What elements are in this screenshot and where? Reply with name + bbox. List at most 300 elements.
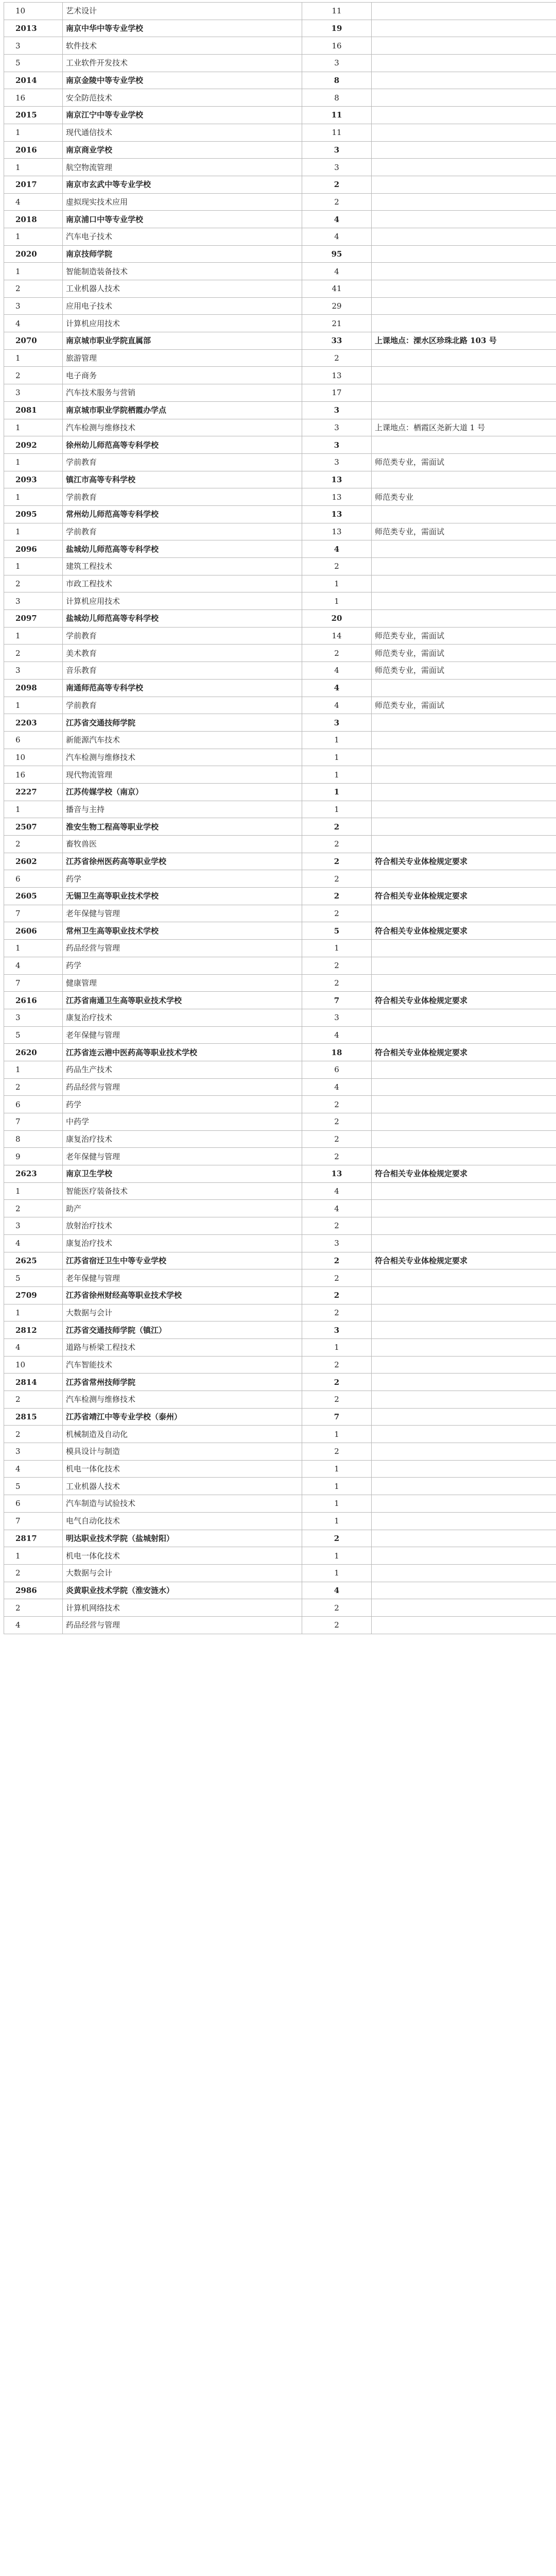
count-cell: 4 xyxy=(302,679,372,697)
count-cell: 7 xyxy=(302,992,372,1009)
major-row xyxy=(4,228,556,245)
note-cell xyxy=(372,1026,556,1044)
count-cell: 2 xyxy=(302,1356,372,1374)
note-cell xyxy=(372,1321,556,1339)
major-row xyxy=(4,974,556,992)
code-cell: 6 xyxy=(4,731,63,749)
major-row xyxy=(4,280,556,298)
count-cell: 3 xyxy=(302,419,372,436)
count-cell: 1 xyxy=(302,1460,372,1478)
major-row xyxy=(4,1547,556,1565)
code-cell: 2 xyxy=(4,1599,63,1617)
count-cell: 4 xyxy=(302,540,372,558)
major-row xyxy=(4,453,556,471)
note-cell xyxy=(372,714,556,732)
note-cell: 符合相关专业体检规定要求 xyxy=(372,1044,556,1061)
name-cell: 旅游管理 xyxy=(63,349,302,367)
count-cell: 14 xyxy=(302,627,372,645)
count-cell: 29 xyxy=(302,297,372,315)
note-cell xyxy=(372,367,556,384)
name-cell: 机械制造及自动化 xyxy=(63,1426,302,1443)
count-cell: 13 xyxy=(302,488,372,506)
major-row xyxy=(4,1148,556,1165)
count-cell: 2 xyxy=(302,957,372,974)
code-cell: 2812 xyxy=(4,1321,63,1339)
count-cell: 4 xyxy=(302,1026,372,1044)
name-cell: 江苏省常州技师学院 xyxy=(63,1374,302,1391)
note-cell: 师范类专业，需面试 xyxy=(372,627,556,645)
count-cell: 2 xyxy=(302,1443,372,1461)
major-row xyxy=(4,957,556,974)
note-cell xyxy=(372,228,556,245)
code-cell: 4 xyxy=(4,1234,63,1252)
major-row xyxy=(4,1200,556,1217)
name-cell: 汽车技术服务与营销 xyxy=(63,384,302,402)
note-cell xyxy=(372,55,556,72)
major-row xyxy=(4,575,556,592)
code-cell: 2015 xyxy=(4,107,63,124)
code-cell: 2016 xyxy=(4,141,63,159)
major-row xyxy=(4,592,556,610)
count-cell: 4 xyxy=(302,263,372,280)
note-cell xyxy=(372,575,556,592)
note-cell xyxy=(372,1374,556,1391)
code-cell: 2097 xyxy=(4,610,63,628)
code-cell: 2605 xyxy=(4,888,63,905)
note-cell: 师范类专业 xyxy=(372,488,556,506)
count-cell: 2 xyxy=(302,1252,372,1269)
code-cell: 2096 xyxy=(4,540,63,558)
major-row xyxy=(4,1130,556,1148)
count-cell: 11 xyxy=(302,107,372,124)
code-cell: 2 xyxy=(4,1564,63,1582)
name-cell: 汽车检测与维修技术 xyxy=(63,419,302,436)
note-cell xyxy=(372,801,556,818)
name-cell: 药品经营与管理 xyxy=(63,1616,302,1634)
note-cell xyxy=(372,1547,556,1565)
note-cell: 师范类专业，需面试 xyxy=(372,662,556,680)
name-cell: 建筑工程技术 xyxy=(63,558,302,575)
note-cell xyxy=(372,749,556,766)
name-cell: 药学 xyxy=(63,1096,302,1113)
note-cell xyxy=(372,1356,556,1374)
note-cell xyxy=(372,3,556,20)
name-cell: 电子商务 xyxy=(63,367,302,384)
name-cell: 音乐教育 xyxy=(63,662,302,680)
count-cell: 13 xyxy=(302,505,372,523)
major-row xyxy=(4,1026,556,1044)
name-cell: 老年保健与管理 xyxy=(63,1026,302,1044)
note-cell xyxy=(372,436,556,454)
note-cell xyxy=(372,592,556,610)
code-cell: 2070 xyxy=(4,332,63,350)
code-cell: 10 xyxy=(4,749,63,766)
major-row xyxy=(4,159,556,176)
count-cell: 3 xyxy=(302,1321,372,1339)
name-cell: 南京卫生学校 xyxy=(63,1165,302,1183)
count-cell: 8 xyxy=(302,72,372,89)
name-cell: 南京金陵中等专业学校 xyxy=(63,72,302,89)
name-cell: 应用电子技术 xyxy=(63,297,302,315)
major-row xyxy=(4,367,556,384)
count-cell: 1 xyxy=(302,731,372,749)
school-row xyxy=(4,1252,556,1269)
code-cell: 1 xyxy=(4,558,63,575)
code-cell: 1 xyxy=(4,523,63,540)
note-cell xyxy=(372,141,556,159)
code-cell: 2620 xyxy=(4,1044,63,1061)
count-cell: 4 xyxy=(302,211,372,228)
count-cell: 2 xyxy=(302,1304,372,1321)
school-row xyxy=(4,992,556,1009)
major-row xyxy=(4,1356,556,1374)
note-cell: 上课地点：栖霞区尧新大道 1 号 xyxy=(372,419,556,436)
code-cell: 1 xyxy=(4,940,63,957)
school-row xyxy=(4,818,556,836)
school-row xyxy=(4,1286,556,1304)
code-cell: 1 xyxy=(4,419,63,436)
name-cell: 徐州幼儿师范高等专科学校 xyxy=(63,436,302,454)
name-cell: 机电一体化技术 xyxy=(63,1460,302,1478)
school-row xyxy=(4,471,556,488)
count-cell: 13 xyxy=(302,471,372,488)
count-cell: 2 xyxy=(302,1530,372,1547)
name-cell: 老年保健与管理 xyxy=(63,905,302,922)
school-row xyxy=(4,1321,556,1339)
note-cell xyxy=(372,349,556,367)
code-cell: 3 xyxy=(4,1009,63,1026)
name-cell: 汽车电子技术 xyxy=(63,228,302,245)
code-cell: 3 xyxy=(4,1443,63,1461)
name-cell: 盐城幼儿师范高等专科学校 xyxy=(63,610,302,628)
code-cell: 3 xyxy=(4,384,63,402)
school-row xyxy=(4,714,556,732)
name-cell: 大数据与会计 xyxy=(63,1304,302,1321)
count-cell: 2 xyxy=(302,349,372,367)
code-cell: 1 xyxy=(4,697,63,714)
school-row xyxy=(4,1165,556,1183)
note-cell xyxy=(372,558,556,575)
name-cell: 现代物流管理 xyxy=(63,766,302,784)
name-cell: 道路与桥梁工程技术 xyxy=(63,1338,302,1356)
note-cell: 师范类专业，需面试 xyxy=(372,453,556,471)
count-cell: 18 xyxy=(302,1044,372,1061)
count-cell: 11 xyxy=(302,124,372,141)
count-cell: 1 xyxy=(302,783,372,801)
count-cell: 2 xyxy=(302,1269,372,1287)
code-cell: 2 xyxy=(4,1391,63,1409)
count-cell: 2 xyxy=(302,645,372,662)
code-cell: 1 xyxy=(4,627,63,645)
name-cell: 助产 xyxy=(63,1200,302,1217)
count-cell: 21 xyxy=(302,315,372,332)
count-cell: 3 xyxy=(302,141,372,159)
note-cell xyxy=(372,1286,556,1304)
count-cell: 2 xyxy=(302,1217,372,1235)
name-cell: 汽车制造与试验技术 xyxy=(63,1495,302,1513)
major-row xyxy=(4,940,556,957)
count-cell: 3 xyxy=(302,1009,372,1026)
code-cell: 2625 xyxy=(4,1252,63,1269)
name-cell: 药学 xyxy=(63,870,302,888)
code-cell: 6 xyxy=(4,870,63,888)
name-cell: 江苏省南通卫生高等职业技术学校 xyxy=(63,992,302,1009)
major-row xyxy=(4,297,556,315)
note-cell xyxy=(372,401,556,419)
code-cell: 5 xyxy=(4,55,63,72)
count-cell: 2 xyxy=(302,1130,372,1148)
note-cell xyxy=(372,783,556,801)
code-cell: 2020 xyxy=(4,245,63,263)
code-cell: 1 xyxy=(4,1061,63,1078)
name-cell: 大数据与会计 xyxy=(63,1564,302,1582)
code-cell: 2815 xyxy=(4,1408,63,1426)
code-cell: 2623 xyxy=(4,1165,63,1183)
note-cell xyxy=(372,1391,556,1409)
code-cell: 2817 xyxy=(4,1530,63,1547)
code-cell: 3 xyxy=(4,662,63,680)
note-cell xyxy=(372,1338,556,1356)
major-row xyxy=(4,1616,556,1634)
count-cell: 1 xyxy=(302,575,372,592)
major-row xyxy=(4,749,556,766)
name-cell: 常州幼儿师范高等专科学校 xyxy=(63,505,302,523)
count-cell: 3 xyxy=(302,401,372,419)
major-row xyxy=(4,37,556,55)
school-row xyxy=(4,1374,556,1391)
name-cell: 常州卫生高等职业技术学校 xyxy=(63,922,302,940)
note-cell xyxy=(372,471,556,488)
name-cell: 汽车检测与维修技术 xyxy=(63,1391,302,1409)
note-cell xyxy=(372,974,556,992)
name-cell: 电气自动化技术 xyxy=(63,1512,302,1530)
major-row xyxy=(4,1182,556,1200)
code-cell: 2081 xyxy=(4,401,63,419)
name-cell: 安全防范技术 xyxy=(63,89,302,107)
code-cell: 2616 xyxy=(4,992,63,1009)
major-row xyxy=(4,1460,556,1478)
name-cell: 药品生产技术 xyxy=(63,1061,302,1078)
school-row xyxy=(4,1408,556,1426)
count-cell: 13 xyxy=(302,523,372,540)
note-cell: 师范类专业，需面试 xyxy=(372,645,556,662)
name-cell: 老年保健与管理 xyxy=(63,1269,302,1287)
code-cell: 1 xyxy=(4,1547,63,1565)
name-cell: 南京中华中等专业学校 xyxy=(63,20,302,37)
code-cell: 2227 xyxy=(4,783,63,801)
note-cell xyxy=(372,1495,556,1513)
major-row xyxy=(4,1234,556,1252)
count-cell: 1 xyxy=(302,940,372,957)
name-cell: 计算机网络技术 xyxy=(63,1599,302,1617)
count-cell: 4 xyxy=(302,1200,372,1217)
major-row xyxy=(4,1564,556,1582)
name-cell: 淮安生物工程高等职业学校 xyxy=(63,818,302,836)
note-cell xyxy=(372,280,556,298)
note-cell: 符合相关专业体检规定要求 xyxy=(372,1252,556,1269)
count-cell: 2 xyxy=(302,853,372,870)
code-cell: 5 xyxy=(4,1026,63,1044)
name-cell: 计算机应用技术 xyxy=(63,315,302,332)
note-cell xyxy=(372,263,556,280)
major-row xyxy=(4,1338,556,1356)
note-cell xyxy=(372,315,556,332)
count-cell: 3 xyxy=(302,159,372,176)
name-cell: 工业软件开发技术 xyxy=(63,55,302,72)
major-row xyxy=(4,1512,556,1530)
major-row xyxy=(4,1009,556,1026)
note-cell xyxy=(372,1530,556,1547)
name-cell: 现代通信技术 xyxy=(63,124,302,141)
major-row xyxy=(4,124,556,141)
school-row xyxy=(4,20,556,37)
count-cell: 33 xyxy=(302,332,372,350)
note-cell xyxy=(372,1182,556,1200)
name-cell: 药学 xyxy=(63,957,302,974)
name-cell: 虚拟现实技术应用 xyxy=(63,193,302,211)
major-row xyxy=(4,89,556,107)
note-cell xyxy=(372,107,556,124)
major-row xyxy=(4,523,556,540)
major-row xyxy=(4,1478,556,1495)
note-cell: 师范类专业，需面试 xyxy=(372,697,556,714)
count-cell: 2 xyxy=(302,1391,372,1409)
code-cell: 4 xyxy=(4,193,63,211)
school-row xyxy=(4,505,556,523)
name-cell: 畜牧兽医 xyxy=(63,836,302,853)
code-cell: 2 xyxy=(4,645,63,662)
note-cell xyxy=(372,610,556,628)
major-row xyxy=(4,488,556,506)
name-cell: 智能制造装备技术 xyxy=(63,263,302,280)
name-cell: 汽车智能技术 xyxy=(63,1356,302,1374)
count-cell: 17 xyxy=(302,384,372,402)
name-cell: 镇江市高等专科学校 xyxy=(63,471,302,488)
count-cell: 3 xyxy=(302,1234,372,1252)
count-cell: 4 xyxy=(302,1182,372,1200)
count-cell: 2 xyxy=(302,888,372,905)
name-cell: 炎黄职业技术学院（淮安涟水） xyxy=(63,1582,302,1599)
note-cell xyxy=(372,1408,556,1426)
count-cell: 1 xyxy=(302,749,372,766)
code-cell: 16 xyxy=(4,89,63,107)
code-cell: 8 xyxy=(4,1130,63,1148)
code-cell: 9 xyxy=(4,1148,63,1165)
major-row xyxy=(4,1426,556,1443)
count-cell: 16 xyxy=(302,37,372,55)
name-cell: 美术教育 xyxy=(63,645,302,662)
code-cell: 2 xyxy=(4,1200,63,1217)
note-cell xyxy=(372,193,556,211)
count-cell: 2 xyxy=(302,1374,372,1391)
note-cell xyxy=(372,731,556,749)
count-cell: 8 xyxy=(302,89,372,107)
major-row xyxy=(4,3,556,20)
code-cell: 2 xyxy=(4,575,63,592)
count-cell: 2 xyxy=(302,870,372,888)
major-row xyxy=(4,1269,556,1287)
note-cell xyxy=(372,1460,556,1478)
major-row xyxy=(4,193,556,211)
major-row xyxy=(4,384,556,402)
major-row xyxy=(4,731,556,749)
note-cell xyxy=(372,124,556,141)
major-row xyxy=(4,263,556,280)
code-cell: 2017 xyxy=(4,176,63,193)
code-cell: 3 xyxy=(4,37,63,55)
count-cell: 2 xyxy=(302,558,372,575)
school-row xyxy=(4,922,556,940)
count-cell: 6 xyxy=(302,1061,372,1078)
code-cell: 5 xyxy=(4,1269,63,1287)
school-row xyxy=(4,176,556,193)
note-cell xyxy=(372,679,556,697)
count-cell: 11 xyxy=(302,3,372,20)
count-cell: 1 xyxy=(302,766,372,784)
name-cell: 计算机应用技术 xyxy=(63,592,302,610)
code-cell: 10 xyxy=(4,1356,63,1374)
code-cell: 2013 xyxy=(4,20,63,37)
major-row xyxy=(4,1391,556,1409)
school-row xyxy=(4,72,556,89)
count-cell: 4 xyxy=(302,1078,372,1096)
note-cell xyxy=(372,540,556,558)
code-cell: 2 xyxy=(4,1426,63,1443)
major-row xyxy=(4,1217,556,1235)
count-cell: 1 xyxy=(302,1564,372,1582)
major-row xyxy=(4,1443,556,1461)
note-cell xyxy=(372,1130,556,1148)
name-cell: 艺术设计 xyxy=(63,3,302,20)
note-cell xyxy=(372,1009,556,1026)
code-cell: 1 xyxy=(4,263,63,280)
code-cell: 6 xyxy=(4,1096,63,1113)
name-cell: 工业机器人技术 xyxy=(63,280,302,298)
note-cell xyxy=(372,957,556,974)
note-cell xyxy=(372,505,556,523)
count-cell: 3 xyxy=(302,453,372,471)
name-cell: 江苏传媒学校（南京） xyxy=(63,783,302,801)
code-cell: 4 xyxy=(4,1460,63,1478)
code-cell: 1 xyxy=(4,349,63,367)
note-cell xyxy=(372,384,556,402)
note-cell xyxy=(372,818,556,836)
name-cell: 放射治疗技术 xyxy=(63,1217,302,1235)
code-cell: 2092 xyxy=(4,436,63,454)
note-cell xyxy=(372,1599,556,1617)
name-cell: 软件技术 xyxy=(63,37,302,55)
note-cell xyxy=(372,905,556,922)
code-cell: 4 xyxy=(4,957,63,974)
count-cell: 4 xyxy=(302,1582,372,1599)
note-cell xyxy=(372,245,556,263)
major-row xyxy=(4,1078,556,1096)
note-cell xyxy=(372,1061,556,1078)
count-cell: 1 xyxy=(302,1547,372,1565)
count-cell: 2 xyxy=(302,1148,372,1165)
code-cell: 2098 xyxy=(4,679,63,697)
name-cell: 药品经营与管理 xyxy=(63,940,302,957)
code-cell: 1 xyxy=(4,1304,63,1321)
major-row xyxy=(4,627,556,645)
count-cell: 1 xyxy=(302,1495,372,1513)
note-cell xyxy=(372,176,556,193)
name-cell: 康复治疗技术 xyxy=(63,1130,302,1148)
note-cell xyxy=(372,1200,556,1217)
code-cell: 1 xyxy=(4,159,63,176)
note-cell: 上课地点：溧水区珍珠北路 103 号 xyxy=(372,332,556,350)
school-row xyxy=(4,245,556,263)
